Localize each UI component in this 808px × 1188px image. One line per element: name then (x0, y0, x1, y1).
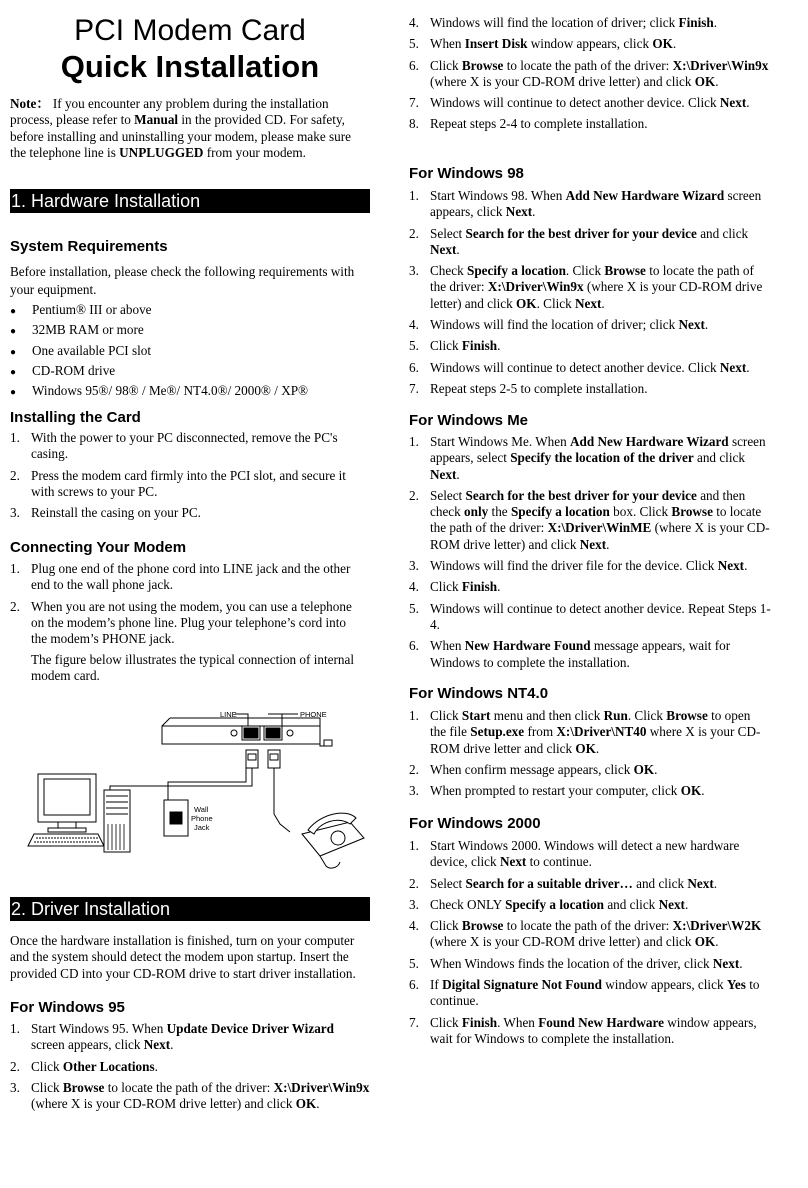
list-item: 2. Press the modem card firmly into the PCI slot, and secure it with screws to your PC. (10, 467, 346, 499)
system-requirements-intro: Before installation, please check the following requirements with your equipment. (10, 264, 355, 297)
note-label: Note： (10, 96, 50, 111)
list-item: 8. Repeat steps 2-4 to complete installation. (409, 116, 648, 132)
installing-card-heading: Installing the Card (10, 409, 141, 426)
document-title: PCI Modem Card (74, 14, 306, 47)
wall-label-jack: Jack (194, 823, 210, 832)
phone-label: PHONE (300, 710, 327, 719)
list-item: 4. Windows will find the location of driver; click Next. (409, 317, 709, 333)
list-item: 1. Start Windows 2000. Windows will detect a new hardware device, click Next to continue. (409, 838, 740, 870)
list-item: 3. When prompted to restart your computer, click OK. (409, 783, 705, 799)
list-item: 3. Windows will find the driver file for the device. Click Next. (409, 558, 748, 574)
windows98-steps (409, 188, 769, 402)
list-item: 7. Click Finish. When Found New Hardware window appears, wait for Windows to complete the installation. (409, 1014, 757, 1046)
wall-label: Wall (194, 805, 209, 814)
list-item: 4. Windows will find the location of driver; click Finish. (409, 15, 717, 30)
list-item: 7. Repeat steps 2-5 to complete installation. (409, 380, 648, 396)
safety-note: Note： If you encounter any problem during the installation process, please refer to Manual in the provided CD. For safety, before installing and uninstalling your modem, please make sure the telephone line is UNPLUGGED from your modem. (10, 96, 351, 160)
list-item: 7. Windows will continue to detect another device. Click Next. (409, 95, 750, 111)
windowsnt-steps (409, 708, 769, 804)
list-item: 5. When Windows finds the location of the driver, click Next. (409, 955, 743, 971)
windows98-heading: For Windows 98 (409, 165, 524, 182)
system-requirements-heading: System Requirements (10, 238, 168, 255)
figure-note: The figure below illustrates the typical connection of internal modem card. (31, 652, 354, 684)
computer-cord (110, 768, 252, 794)
list-item: 2. Click Other Locations. (10, 1058, 158, 1074)
keyboard-icon (28, 834, 104, 846)
list-item: 5. Windows will continue to detect another device. Repeat Steps 1-4. (409, 600, 771, 632)
windows95-steps-continued (409, 15, 771, 138)
list-item: 3. Check ONLY Specify a location and click Next. (409, 896, 689, 912)
list-item: 1. Plug one end of the phone cord into LINE jack and the other end to the wall phone jack. (10, 561, 351, 593)
connecting-modem-steps (10, 561, 360, 652)
list-item: 1. Start Windows 98. When Add New Hardware Wizard screen appears, click Next. (409, 188, 762, 220)
list-item: 2. When confirm message appears, click OK. (409, 761, 658, 777)
list-item: 3. Click Browse to locate the path of the driver: X:\Driver\Win9x (where X is your CD-ROM drive letter) and click OK. (10, 1079, 370, 1112)
list-item: 1. With the power to your PC disconnected, remove the PC's casing. (10, 430, 338, 462)
list-item: 4. Click Finish. (409, 579, 501, 595)
installing-card-steps (10, 430, 358, 526)
list-item: ● 32MB RAM or more (10, 322, 144, 338)
windowsme-heading: For Windows Me (409, 412, 529, 429)
section-heading-hardware: 1. Hardware Installation (10, 189, 370, 213)
list-item: 6. If Digital Signature Not Found window appears, click Yes to continue. (409, 977, 760, 1009)
list-item: ● Windows 95®/ 98® / Me®/ NT4.0®/ 2000® / XP® (10, 383, 309, 399)
windows2000-heading: For Windows 2000 (409, 815, 541, 832)
requirements-list (10, 302, 370, 403)
list-item: 5. When Insert Disk window appears, click OK. (409, 36, 677, 52)
list-item: 3. Reinstall the casing on your PC. (10, 505, 201, 521)
connection-diagram (20, 704, 370, 874)
document-subtitle: Quick Installation (60, 49, 320, 84)
list-item: 1. Start Windows 95. When Update Device Driver Wizard screen appears, click Next. (10, 1021, 334, 1053)
windowsme-steps (409, 434, 771, 676)
wall-label-phone: Phone (191, 814, 213, 823)
list-item: ● CD-ROM drive (10, 362, 116, 378)
list-item: 4. Click Browse to locate the path of the driver: X:\Driver\W2K (where X is your CD-ROM drive letter) and click OK. (409, 918, 762, 950)
list-item: 6. Windows will continue to detect another device. Click Next. (409, 359, 750, 375)
list-item: 2. Select Search for the best driver for your device and click Next. (409, 225, 749, 257)
wall-cord (168, 750, 246, 804)
list-item: 1. Click Start menu and then click Run. Click Browse to open the file Setup.exe from X:\Driver\NT40 where X is your CD-ROM drive letter and click OK. (409, 708, 761, 756)
line-label: LINE (220, 710, 237, 719)
connecting-modem-heading: Connecting Your Modem (10, 539, 187, 556)
list-item: 2. Select Search for a suitable driver… and click Next. (409, 875, 718, 891)
list-item: ● Pentium® III or above (10, 302, 152, 317)
list-item: 6. When New Hardware Found message appears, wait for Windows to complete the installation. (409, 638, 731, 670)
windows95-heading: For Windows 95 (10, 999, 125, 1016)
list-item: 1. Start Windows Me. When Add New Hardware Wizard screen appears, select Specify the location of the driver and click Next. (409, 434, 766, 482)
windows95-steps (10, 1021, 370, 1117)
windows2000-steps (409, 838, 769, 1052)
list-item: 2. Select Search for the best driver for your device and then check only the Specify a location box. Click Browse to locate the path of the driver: X:\Driver\WinME (where X is your CD-ROM drive letter) and click Next. (409, 487, 770, 552)
phone-cord (274, 768, 290, 832)
list-item: 6. Click Browse to locate the path of the driver: X:\Driver\Win9x (where X is your CD-ROM drive letter) and click OK. (409, 57, 769, 89)
list-item: 5. Click Finish. (409, 338, 501, 354)
section-heading-driver: 2. Driver Installation (10, 897, 370, 921)
windowsnt-heading: For Windows NT4.0 (409, 685, 549, 702)
driver-intro: Once the hardware installation is finished, turn on your computer and the system should detect the modem upon startup. Insert the provided CD into your CD-ROM drive to start driver installation. (10, 933, 356, 981)
list-item: 3. Check Specify a location. Click Browse to locate the path of the driver: X:\Driver\Win9x (where X is your CD-ROM drive letter) and click OK. Click Next. (409, 263, 763, 311)
list-item: ● One available PCI slot (10, 342, 152, 358)
list-item: 2. When you are not using the modem, you can use a telephone on the modem’s phone line. Plug your telephone’s cord into the modem’s PHONE jack. (10, 598, 352, 647)
